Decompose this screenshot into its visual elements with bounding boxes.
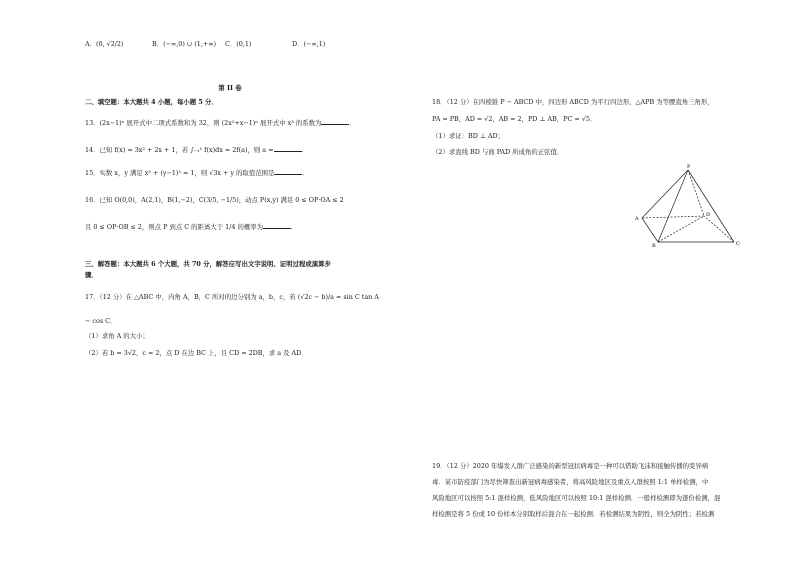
edge-da [642, 216, 704, 218]
pyramid-figure [630, 162, 746, 248]
section3-heading-line2: 骤． [85, 271, 98, 279]
question-13: 13．(2x−1)ⁿ 展开式中二项式系数和为 32，则 (2x²+x−1)ⁿ 展开式中 x³ 的系数为 ． [85, 119, 356, 127]
question-16-text: 且 0 ≤ OP·OB ≤ 2，则点 P 到点 C 的距离大于 1/4 的概率为 [85, 223, 264, 231]
label-d: D [706, 212, 711, 218]
answer-blank [274, 168, 302, 175]
question-17-line2: − cos C． [85, 317, 117, 325]
edge-ab [642, 218, 658, 242]
question-15-text: 15．实数 x，y 满足 x² + (y−1)² = 1，则 √3x + y 的取值范围是 [85, 169, 275, 177]
edge-pa [642, 170, 688, 218]
answer-blank [274, 145, 302, 152]
question-14-text: 14．已知 f(x) = 3x² + 2x + 1，若 ∫₋₁¹ f(x)dx = 2f(a)，则 a = [85, 146, 274, 154]
question-14: 14．已知 f(x) = 3x² + 2x + 1，若 ∫₋₁¹ f(x)dx = 2f(a)，则 a = ． [85, 146, 308, 154]
edge-pd [688, 170, 704, 216]
section3-heading-line1: 三、解答题：本大题共 6 个大题，共 70 分，解答应写出文字说明、证明过程或演算步 [85, 260, 331, 268]
question-17-part1: （1）求角 A 的大小； [85, 332, 149, 340]
question-18-part2: （2）求直线 BD 与面 PAD 所成角的正弦值． [432, 148, 564, 156]
label-b: B [652, 243, 656, 248]
section2-heading: 二、填空题：本大题共 4 小题，每小题 5 分． [85, 98, 218, 106]
label-a: A [635, 216, 639, 222]
question-19-line1: 19．（12 分）2020 年爆发人群广泛感染的新型冠状病毒是一种可以借助飞沫和接触传播的变异病 [432, 462, 709, 470]
part-title: 第 II 卷 [218, 84, 242, 92]
edge-cd [704, 216, 734, 242]
question-19-line2: 毒．某市防疫部门为尽快筛查出新冠病毒感染者，将高风险地区及重点人群按照 1:1 单样检测，中 [432, 478, 709, 486]
label-c: C [736, 241, 740, 247]
question-15: 15．实数 x，y 满足 x² + (y−1)² = 1，则 √3x + y 的取值范围是 ． [85, 169, 309, 177]
question-17-line1: 17．（12 分）在 △ABC 中，内角 A，B，C 所对的边分别为 a，b，c，若 (√2c − b)/a = sin C tan A [85, 293, 379, 301]
question-18-part1: （1）求证：BD ⊥ AD； [432, 132, 505, 140]
answer-blank [263, 222, 291, 229]
edge-pc [688, 170, 734, 242]
option-d: D．(−∞,1) [292, 40, 326, 48]
question-13-text: 13．(2x−1)ⁿ 展开式中二项式系数和为 32，则 (2x²+x−1)ⁿ 展开式中 x³ 的系数为 [85, 119, 322, 127]
question-16-line2: 且 0 ≤ OP·OB ≤ 2，则点 P 到点 C 的距离大于 1/4 的概率为 ． [85, 223, 298, 231]
question-16-line1: 16．已知 O(0,0)，A(2,1)，B(1,−2)，C(3/5, −1/5)，动点 P(x,y) 满足 0 ≤ OP·OA ≤ 2 [85, 196, 344, 204]
option-c: C．(0,1) [225, 40, 252, 48]
answer-blank [321, 118, 349, 125]
option-a: A．(0, √2/2) [85, 40, 124, 48]
question-18-line2: PA = PB，AD = √2，AB = 2，PD ⊥ AB，PC = √5． [432, 115, 597, 123]
question-18-line1: 18．（12 分）在四棱锥 P − ABCD 中，四边形 ABCD 为平行四边形，△APB 为等腰直角三角形， [432, 98, 714, 106]
diagonal-bd [658, 216, 704, 242]
edge-pb [658, 170, 688, 242]
label-p: P [687, 164, 691, 170]
question-19-line4: 样检测是将 5 份或 10 份样本分别取样后混合在一起检测．若检测结果为阴性，则全为阴性；若检测 [432, 510, 715, 518]
question-17-part2: （2）若 b = 3√2，c = 2，点 D 在边 BC 上，且 CD = 2DB，求 a 及 AD． [85, 349, 308, 357]
option-b: B．(−∞,0) ∪ (1,+∞) [152, 40, 217, 48]
question-19-line3: 风险地区可以按照 5:1 混样检测，低风险地区可以按照 10:1 混样检测．一般样检测即为逐份检测，混 [432, 494, 721, 502]
